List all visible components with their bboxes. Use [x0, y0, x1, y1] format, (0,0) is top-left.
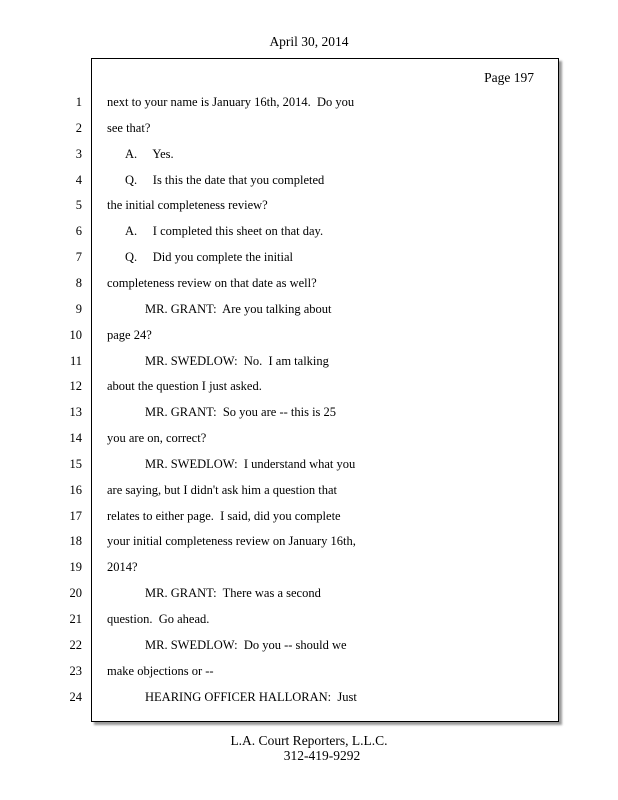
transcript-line: the initial completeness review? [107, 198, 268, 213]
transcript-line: MR. SWEDLOW: Do you -- should we [145, 637, 347, 652]
line-number: 18 [69, 534, 82, 549]
line-number: 15 [69, 456, 82, 471]
line-number: 4 [75, 172, 82, 187]
transcript-line: HEARING OFFICER HALLORAN: Just [145, 689, 357, 704]
line-number: 1 [75, 95, 82, 109]
transcript-line: you are on, correct? [107, 431, 207, 446]
transcript-line: Q. Did you complete the initial [125, 250, 294, 265]
line-number: 19 [69, 560, 82, 575]
line-number: 11 [69, 353, 82, 368]
transcript-line: MR. GRANT: So you are -- this is 25 [145, 405, 337, 420]
line-number: 2 [75, 120, 82, 135]
transcript-line: see that? [107, 120, 151, 135]
line-number: 6 [75, 224, 82, 239]
line-number: 13 [69, 405, 82, 420]
transcript-line: are saying, but I didn't ask him a question that [107, 482, 337, 497]
page-number: Page 197 [484, 70, 534, 85]
transcript-line: MR. GRANT: Are you talking about [145, 301, 332, 316]
footer [0, 733, 618, 763]
line-number: 22 [69, 637, 82, 652]
line-number: 14 [69, 431, 82, 446]
transcript-line: 2014? [107, 560, 138, 575]
transcript-line: about the question I just asked. [107, 379, 262, 394]
footer-company: L.A. Court Reporters, L.L.C. [230, 733, 388, 748]
transcript-line: A. Yes. [125, 146, 174, 161]
transcript-line: your initial completeness review on January 16th, [107, 534, 356, 549]
transcript-line: MR. SWEDLOW: I understand what you [145, 456, 356, 471]
transcript-line: completeness review on that date as well? [107, 275, 317, 290]
transcript-line: question. Go ahead. [107, 612, 210, 626]
line-number: 7 [75, 250, 82, 265]
line-number: 8 [75, 275, 82, 290]
transcript-line: relates to either page. I said, did you complete [107, 508, 341, 523]
line-number: 21 [69, 612, 82, 626]
line-number: 20 [69, 586, 82, 601]
transcript-line: make objections or -- [107, 663, 214, 678]
line-number: 3 [75, 146, 82, 161]
line-number: 23 [69, 663, 82, 678]
transcript-line: MR. SWEDLOW: No. I am talking [145, 353, 329, 368]
line-number: 9 [75, 301, 82, 316]
header-date: April 30, 2014 [269, 34, 349, 49]
line-number: 10 [69, 327, 82, 342]
transcript-line: next to your name is January 16th, 2014. Do you [107, 95, 355, 109]
line-number: 16 [69, 482, 82, 497]
line-number: 5 [75, 198, 82, 213]
line-number: 12 [69, 379, 82, 394]
footer-phone: 312-419-9292 [283, 748, 361, 763]
transcript-line: A. I completed this sheet on that day. [125, 224, 324, 239]
transcript-line: Q. Is this the date that you completed [125, 172, 325, 187]
transcript-line: page 24? [107, 327, 152, 342]
line-number: 24 [69, 689, 82, 704]
line-number: 17 [69, 508, 82, 523]
transcript-line: MR. GRANT: There was a second [145, 586, 321, 601]
